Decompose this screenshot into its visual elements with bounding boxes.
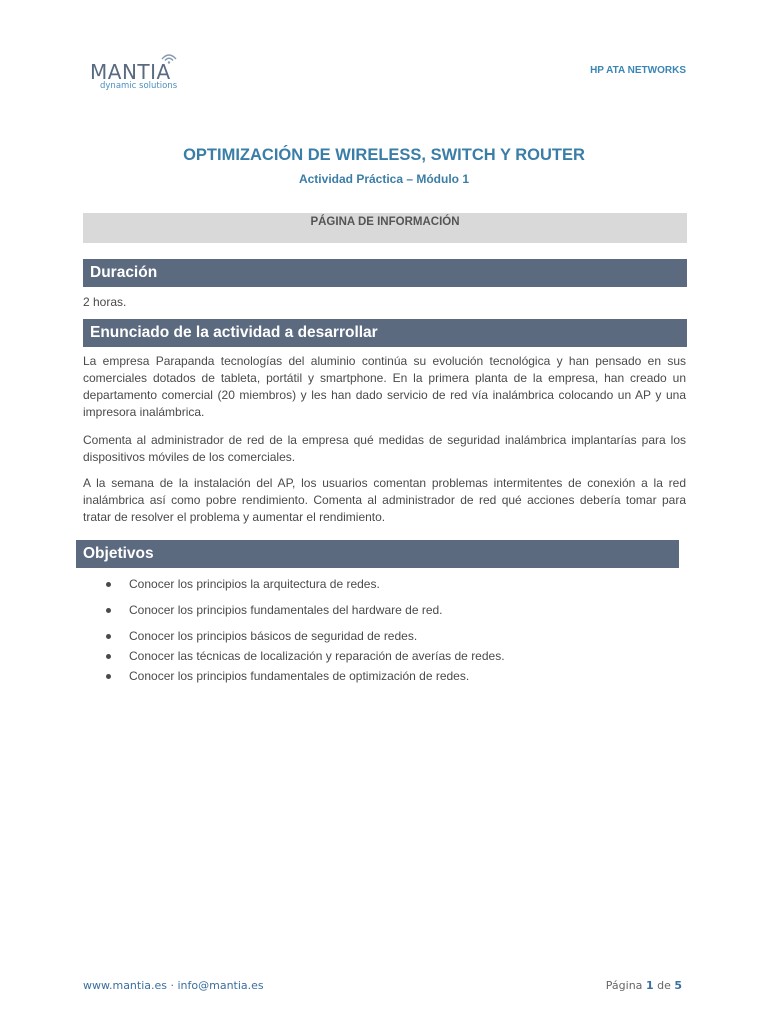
list-item: Conocer las técnicas de localización y reparación de averías de redes. <box>105 648 505 668</box>
document-title: OPTIMIZACIÓN DE WIRELESS, SWITCH Y ROUTER <box>183 146 585 164</box>
list-item: Conocer los principios fundamentales de optimización de redes. <box>105 668 505 688</box>
page-word: Página <box>605 979 643 992</box>
page-of: de <box>657 979 671 992</box>
document-subtitle: Actividad Práctica – Módulo 1 <box>298 172 470 186</box>
info-page-box <box>83 213 687 243</box>
list-item: Conocer los principios básicos de seguridad de redes. <box>105 628 505 648</box>
page-total: 5 <box>674 979 682 992</box>
info-page-label: PÁGINA DE INFORMACIÓN <box>310 216 460 228</box>
duracion-text: 2 horas. <box>83 295 127 309</box>
objectives-list <box>105 576 505 688</box>
enunciado-paragraph-1: La empresa Parapanda tecnologías del aluminio continúa su evolución tecnológica y han pensado en sus comerciales dotados de tableta, portátil y smartphone. En la primera planta de la empresa, han creado un departamento comercial (20 miembros) y les han dado servicio de red vía inalámbrica colocando un AP y una impresora inalámbrica. <box>83 354 686 419</box>
logo-wordmark: MANTIA <box>90 60 171 84</box>
page-current: 1 <box>645 979 654 992</box>
enunciado-paragraph-3: A la semana de la instalación del AP, los usuarios comentan problemas intermitentes de conexión a la red inalámbrica así como pobre rendimiento. Comenta al administrador de red qué acciones debería tomar para tratar de resolver el problema y aumentar el rendimiento. <box>83 476 686 524</box>
footer-contact-links[interactable]: www.mantia.es · info@mantia.es <box>83 979 264 992</box>
page-number <box>606 979 682 992</box>
header-course-name: HP ATA NETWORKS <box>590 65 686 76</box>
section-heading-duracion: Duración <box>83 259 687 287</box>
list-item: Conocer los principios fundamentales del hardware de red. <box>105 602 505 628</box>
section-heading-objetivos: Objetivos <box>76 540 679 568</box>
enunciado-paragraph-2: Comenta al administrador de red de la empresa qué medidas de seguridad inalámbrica implantarías para los dispositivos móviles de los comerciales. <box>83 433 686 464</box>
section-heading-enunciado: Enunciado de la actividad a desarrollar <box>83 319 687 347</box>
list-item: Conocer los principios la arquitectura de redes. <box>105 576 505 596</box>
company-logo <box>90 50 200 94</box>
logo-tagline: dynamic solutions <box>100 81 178 91</box>
